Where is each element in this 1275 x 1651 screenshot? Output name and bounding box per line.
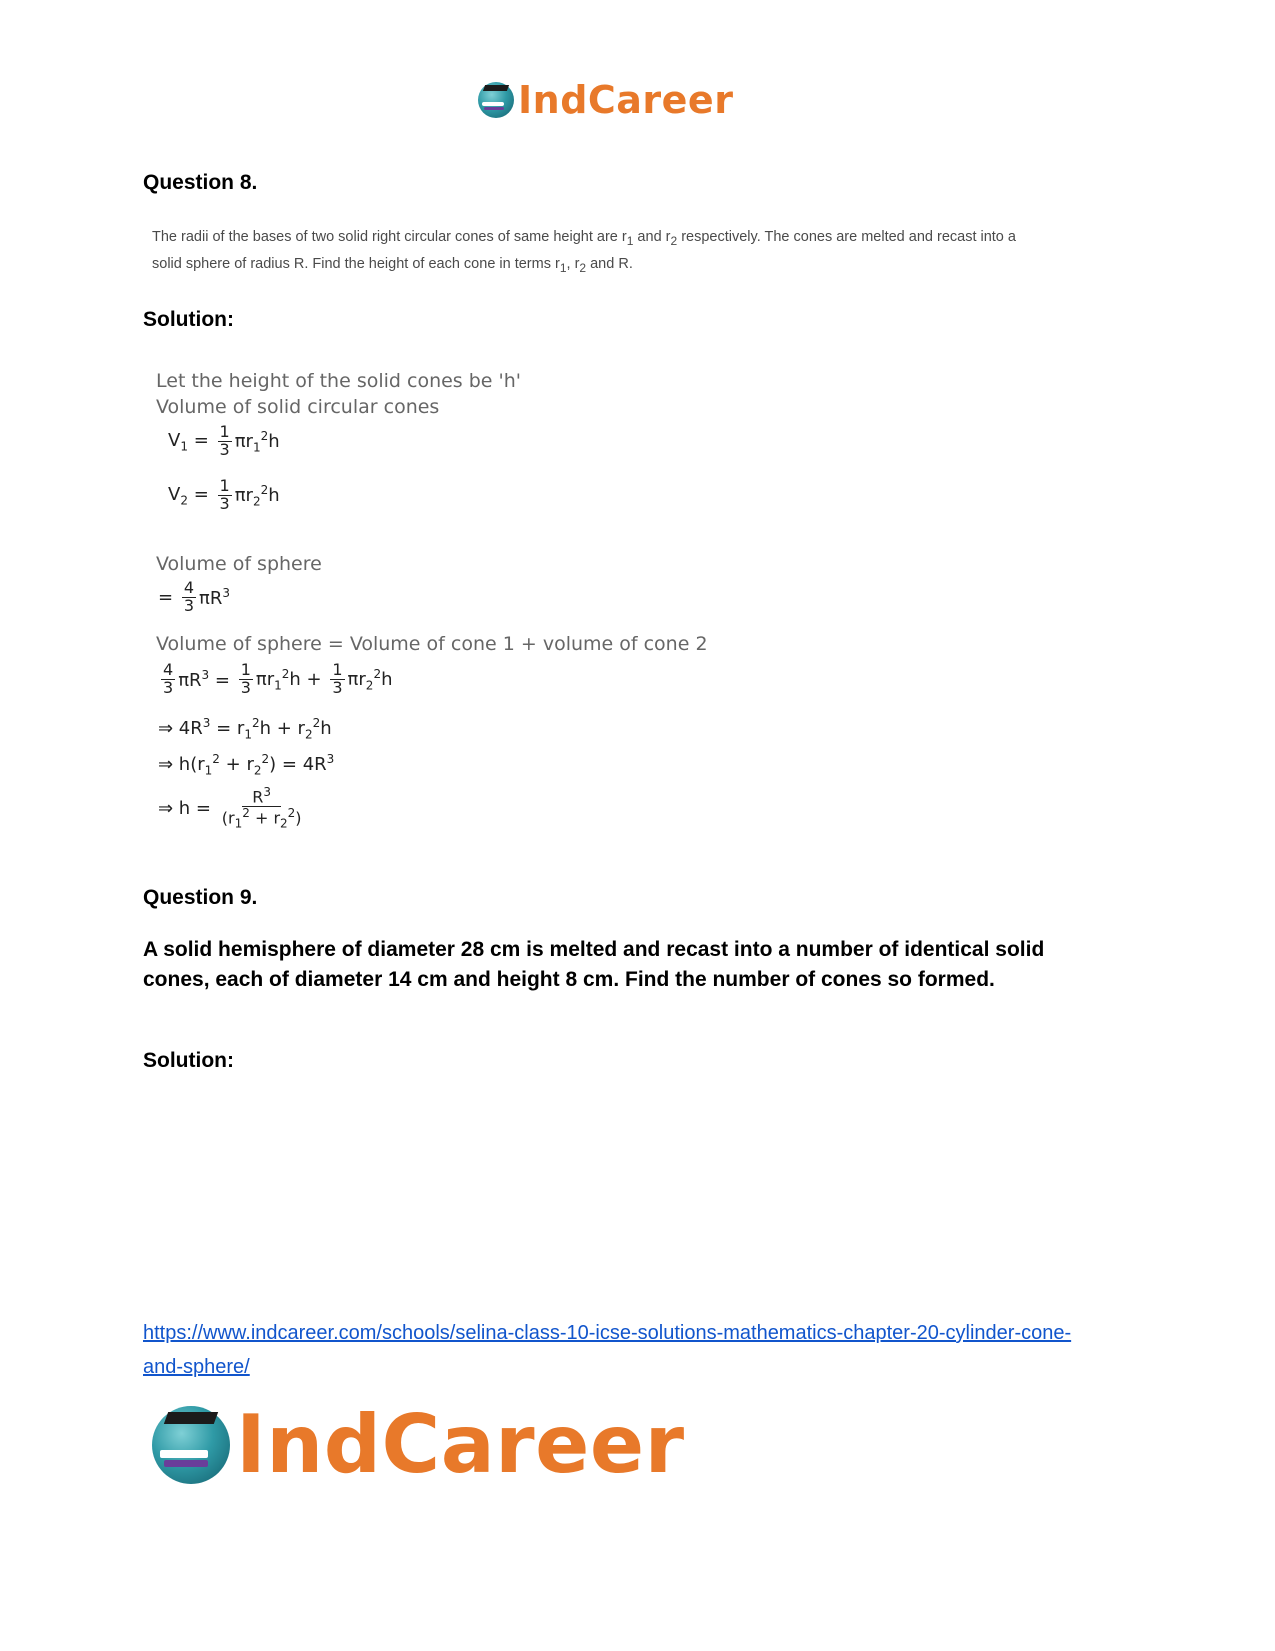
equation-step2: ⇒ $h(r_1^2 + r_2^2) = 4R^3$ <box>158 752 335 778</box>
question-9-text: A solid hemisphere of diameter 28 cm is melted and recast into a number of identical solid cones, each of diameter 14 cm and height 8 cm. Find the number of cones so formed. <box>143 938 1045 991</box>
logo-text: IndCareer <box>236 1398 685 1491</box>
equation-result: ⇒ h = $\frac{R^3}{(r_1^2 + r_2^2)}$ <box>158 785 302 831</box>
globe-graduation-icon <box>478 82 514 118</box>
question-8-text: The radii of the bases of two solid right circular cones of same height are $r_1$ and $r_2$ respectively. The cones are melted and recast into a solid sphere of radius R. Find the height of each cone in terms $r_1$, $r_2$ and R. <box>152 229 1016 275</box>
equation-v2: $V_2$ = $\frac{1}{3}$ $\pi r_2^2h$ <box>168 476 280 513</box>
equation-sum: $\frac{4}{3}$ $\pi R^3$ = $\frac{1}{3}$ $\pi r_1^2h$ + $\frac{1}{3}$ $\pi r_2^2h$ <box>163 660 393 697</box>
equation-step1: ⇒ $4R^3 = r_1^2h + r_2^2h$ <box>158 716 332 742</box>
solution-9-label: Solution: <box>143 1049 234 1072</box>
solution-8-line3: Volume of sphere <box>156 553 322 575</box>
solution-8-line4: Volume of sphere = Volume of cone 1 + volume of cone 2 <box>156 633 708 655</box>
header-logo <box>478 78 733 122</box>
equation-sphere-volume: = $\frac{4}{3}$ $\pi R^3$ <box>158 578 230 615</box>
globe-graduation-icon <box>152 1406 230 1484</box>
solution-8-label: Solution: <box>143 308 234 331</box>
footer-logo <box>152 1398 685 1491</box>
logo-text: IndCareer <box>518 78 734 122</box>
question-8-title: Question 8. <box>143 171 258 194</box>
equation-v1: $V_1$ = $\frac{1}{3}$ $\pi r_1^2h$ <box>168 422 280 459</box>
question-9-title: Question 9. <box>143 886 258 909</box>
source-link[interactable]: https://www.indcareer.com/schools/selina-class-10-icse-solutions-mathematics-chapter-20-cylinder-cone-and-sphere/ <box>143 1322 1072 1378</box>
solution-8-line1: Let the height of the solid cones be 'h' <box>156 370 522 392</box>
solution-8-line2: Volume of solid circular cones <box>156 396 440 418</box>
